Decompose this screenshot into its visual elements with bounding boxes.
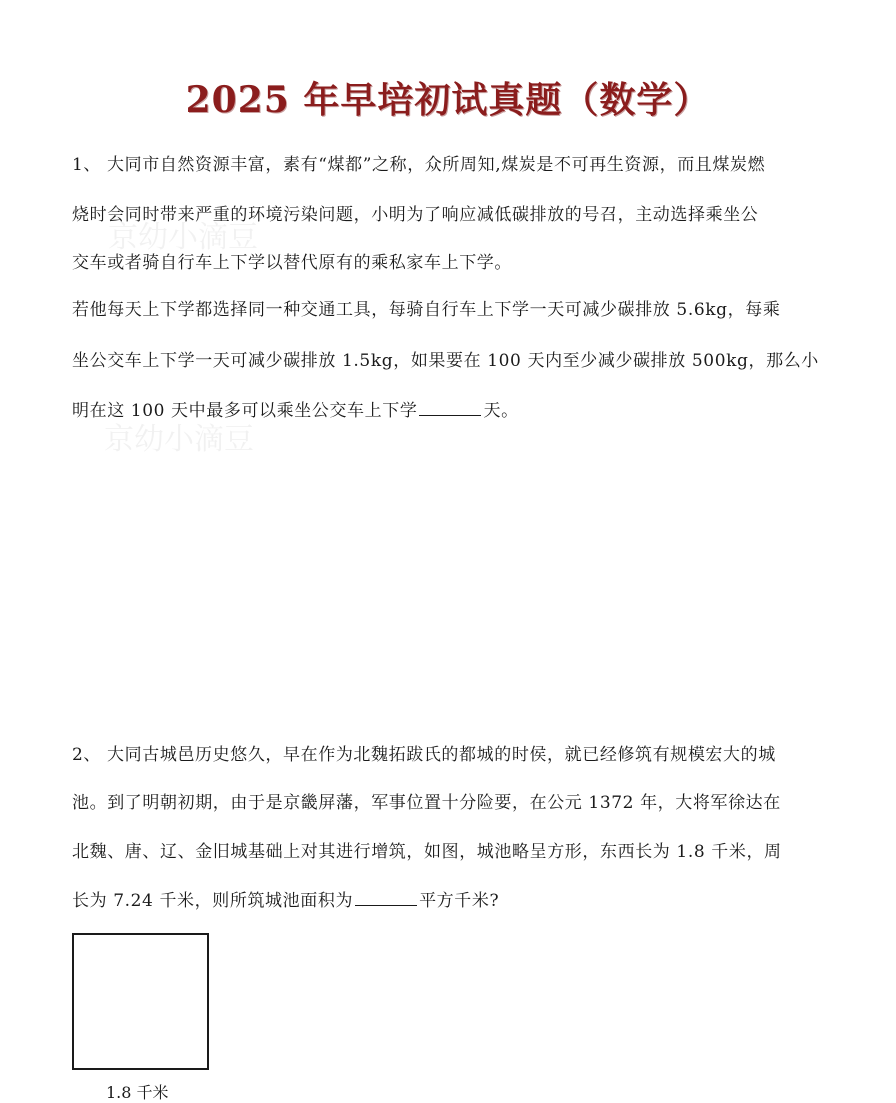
q1-line: 坐公交车上下学一天可减少碳排放 1.5kg，如果要在 100 天内至少减少碳排放 500kg，那么小 xyxy=(72,351,819,371)
q2-line: 北魏、唐、辽、金旧城基础上对其进行增筑，如图，城池略呈方形，东西长为 1.8 千米，周 xyxy=(72,842,782,862)
q2-line: 2、 大同古城邑历史悠久，早在作为北魏拓跋氏的都城的时侯，就已经修筑有规模宏大的城 xyxy=(72,745,776,765)
watermark: 京幼小滴豆 xyxy=(104,422,254,457)
answer-blank-1[interactable] xyxy=(419,399,481,416)
watermark: 京幼小滴豆 xyxy=(108,220,258,255)
q2-text-after-blank: 平方千米? xyxy=(419,891,500,911)
q2-line: 池。到了明朝初期，由于是京畿屏藩，军事位置十分险要，在公元 1372 年，大将军徐达在 xyxy=(72,793,781,813)
q1-text-before-blank: 明在这 100 天中最多可以乘坐公交车上下学 xyxy=(72,401,418,421)
q2-last-line xyxy=(72,886,499,911)
page-title: 2025 年早培初试真题（数学） xyxy=(185,79,711,121)
q2-text-before-blank: 长为 7.24 千米，则所筑城池面积为 xyxy=(72,891,354,911)
q1-text-after-blank: 天。 xyxy=(483,401,519,421)
city-square-figure xyxy=(72,933,209,1070)
figure-side-label: 1.8 千米 xyxy=(106,1083,169,1102)
q1-line: 烧时会同时带来严重的环境污染问题，小明为了响应减低碳排放的号召，主动选择乘坐公 xyxy=(72,205,759,225)
answer-blank-2[interactable] xyxy=(355,889,417,906)
q1-line: 1、 大同市自然资源丰富，素有“煤都”之称，众所周知,煤炭是不可再生资源，而且煤炭燃 xyxy=(72,155,766,175)
q1-last-line xyxy=(72,396,519,421)
q1-line: 若他每天上下学都选择同一种交通工具，每骑自行车上下学一天可减少碳排放 5.6kg，每乘 xyxy=(72,300,781,320)
q1-line: 交车或者骑自行车上下学以替代原有的乘私家车上下学。 xyxy=(72,253,512,273)
